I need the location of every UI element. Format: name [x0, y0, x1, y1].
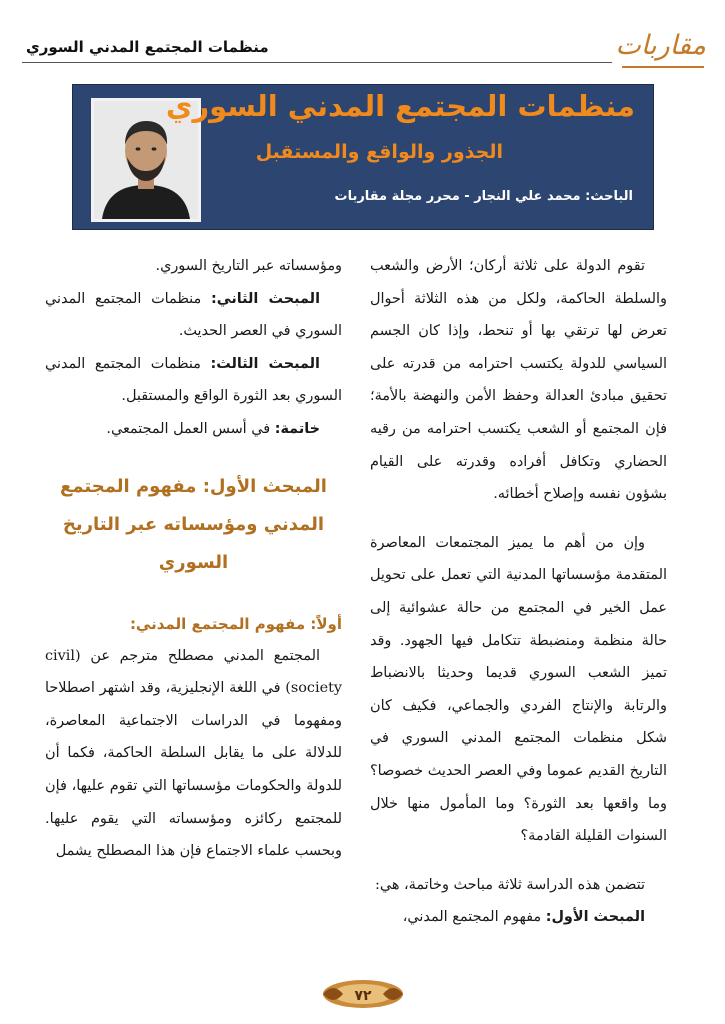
page-header	[22, 30, 712, 70]
outline-item-1-label: المبحث الأول:	[545, 909, 645, 926]
right-column	[370, 250, 667, 934]
article-banner	[72, 84, 654, 230]
outline-item-3	[45, 348, 342, 413]
outline-item-2	[45, 283, 342, 348]
running-title: منظمات المجتمع المدني السوري	[26, 38, 269, 56]
definition-part-b: ) في اللغة الإنجليزية، وقد اشتهر اصطلاحا ومفهوما في الدراسات الاجتماعية المعاصرة، للدلالة على ما يقابل السلطة الحاكمة، فكما أن للدولة والحكومات مؤسساتها التي تقوم عليها، فإن للمجتمع ركائزه ومؤسساته التي يقوم عليها. وبحسب علماء الاجتماع فإن هذا المصطلح يشمل	[45, 680, 342, 860]
outline-item-1-text: مفهوم المجتمع المدني،	[402, 909, 546, 926]
article-subtitle: الجذور والواقع والمستقبل	[255, 141, 503, 163]
author-line: الباحث: محمد علي النجار - محرر مجلة مقاربات	[334, 189, 633, 204]
page-number: ٧٢	[354, 988, 372, 1004]
outline-conclusion-label: خاتمة:	[274, 420, 320, 437]
paragraph-civil-society-definition	[45, 640, 342, 868]
outline-item-1-continued: ومؤسساته عبر التاريخ السوري.	[155, 258, 342, 274]
logo-underline	[622, 66, 704, 68]
paragraph-intro: تقوم الدولة على ثلاثة أركان؛ الأرض والشعب والسلطة الحاكمة، ولكل من هذه الثلاثة أحوال تعرض لها ترتقي بها أو تنحط، وإذا كان الجسم السياسي للدولة يكتسب احترامه من قدرته على تحقيق مبادئ العدالة وحفظ الأمن والنهضة بالأمة؛ فإن المجتمع أو الشعب يكتسب احترامه من رقيه الحضاري وتكافل أفراده وقدرته على القيام بشؤون نفسه وإصلاح أخطائه.	[370, 258, 667, 503]
outline-item-1	[370, 901, 667, 934]
outline-conclusion-text: في أسس العمل المجتمعي.	[106, 420, 275, 437]
definition-english-term: civil society	[45, 647, 342, 697]
section-heading: المبحث الأول: مفهوم المجتمع المدني ومؤسساته عبر التاريخ السوري	[60, 475, 327, 573]
left-column	[45, 250, 342, 868]
sub-heading: أولاً: مفهوم المجتمع المدني:	[129, 614, 342, 633]
outline-item-3-label: المبحث الثالث:	[210, 355, 320, 372]
magazine-logo: مقاربات	[615, 30, 706, 61]
article-title: منظمات المجتمع المدني السوري	[165, 89, 635, 123]
outline-item-3-text: منظمات المجتمع المدني السوري بعد الثورة الواقع والمستقبل.	[45, 355, 342, 405]
outline-item-2-label: المبحث الثاني:	[211, 290, 321, 307]
outline-item-2-text: منظمات المجتمع المدني السوري في العصر الحديث.	[45, 290, 342, 340]
paragraph-civil-institutions: وإن من أهم ما يميز المجتمعات المعاصرة المتقدمة مؤسساتها المدنية التي تعمل على تحويل عمل الخير في المجتمع من حالة عشوائية إلى حالة منظمة ومنضبطة تتكامل فيها الجهود. وقد تميز الشعب السوري قديما وحديثا بالانضباط والرتابة والإنتاج الفردي والجماعي، فكيف كان شكل منظمات المجتمع المدني السوري في التاريخ القديم عموما وفي العصر الحديث خصوصا؟ وما واقعها بعد الثورة؟ وما المأمول منها خلال السنوات القليلة القادمة؟	[370, 534, 667, 845]
paragraph-study-outline: تتضمن هذه الدراسة ثلاثة مباحث وخاتمة، هي:	[374, 876, 645, 893]
definition-part-a: المجتمع المدني مصطلح مترجم عن (	[75, 647, 320, 664]
outline-conclusion	[45, 413, 342, 446]
header-rule	[22, 62, 612, 63]
